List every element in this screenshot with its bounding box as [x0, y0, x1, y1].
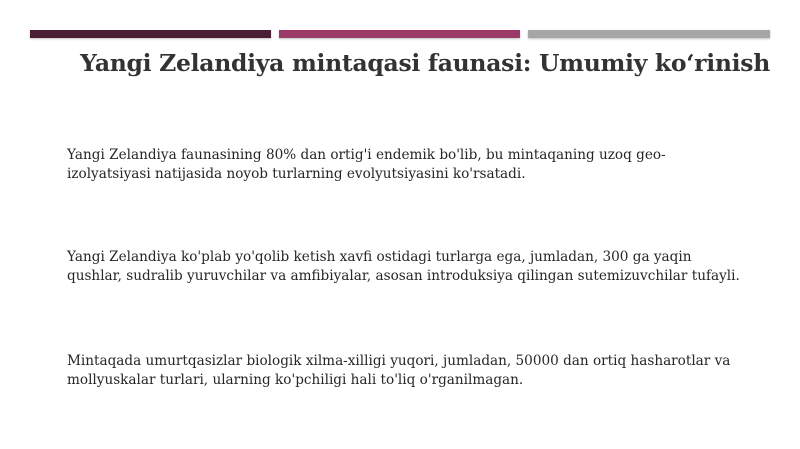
paragraph-endangered-species: Yangi Zelandiya ko'plab yo'qolib ketish xavfi ostidagi turlarga ega, jumladan, 300 ga yaqin qushlar, sudralib yuruvchilar va amfibiyalar, asosan introduksiya qilingan sutemizuvchilar tufayli.: [67, 249, 740, 284]
slide-title: Yangi Zelandiya mintaqasi faunasi: Umumiy ko‘rinish: [80, 49, 770, 77]
paragraph-endemism: Yangi Zelandiya faunasining 80% dan ortig'i endemik bo'lib, bu mintaqaning uzoq geo-izolyatsiyasi natijasida noyob turlarning evolyutsiyasini ko'rsatadi.: [67, 147, 666, 182]
paragraph-invertebrates: Mintaqada umurtqasizlar biologik xilma-xilligi yuqori, jumladan, 50000 dan ortiq hasharotlar va mollyuskalar turlari, ularning ko'pchiligi hali to'liq o'rganilmagan.: [67, 353, 731, 388]
accent-bar-dark: [30, 30, 271, 38]
accent-bar-magenta: [279, 30, 520, 38]
accent-bar-gray: [528, 30, 770, 38]
